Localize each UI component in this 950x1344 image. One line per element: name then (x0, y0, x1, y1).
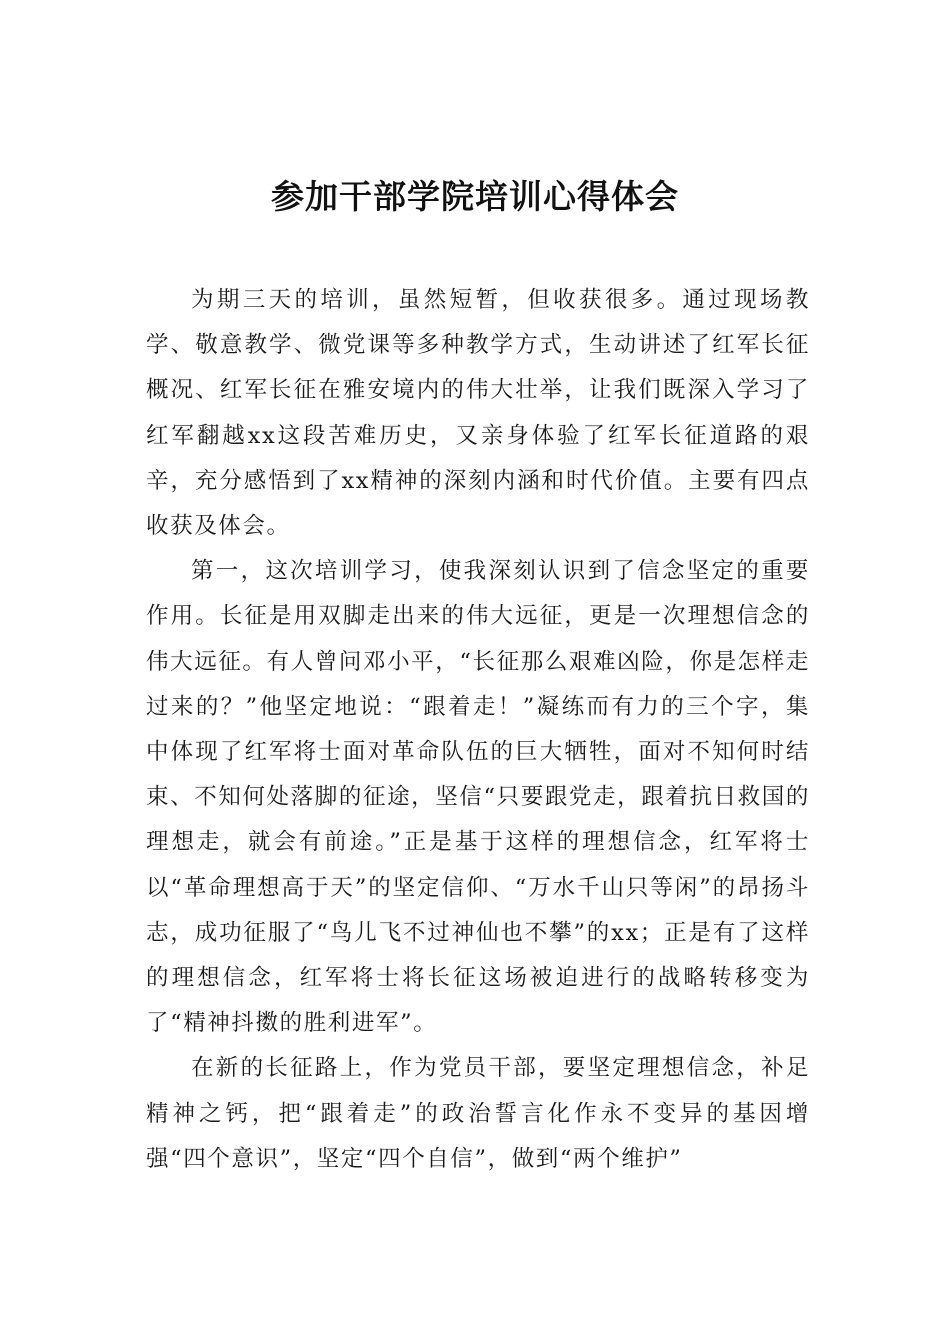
paragraph-2: 第一，这次培训学习，使我深刻认识到了信念坚定的重要作用。长征是用双脚走出来的伟大远征，更是一次理想信念的伟大远征。有人曾问邓小平，“长征那么艰难凶险，你是怎样走过来的？”他坚定地说：“跟着走！”凝练而有力的三个字，集中体现了红军将士面对革命队伍的巨大牺牲，面对不知何时结束、不知何处落脚的征途，坚信“只要跟党走，跟着抗日救国的理想走，就会有前途。”正是基于这样的理想信念，红军将士以“革命理想高于天”的坚定信仰、“万水千山只等闲”的昂扬斗志，成功征服了“鸟儿飞不过神仙也不攀”的xx；正是有了这样的理想信念，红军将士将长征这场被迫进行的战略转移变为了“精神抖擞的胜利进军”。 (146, 558, 810, 1037)
paragraph-1: 为期三天的培训，虽然短暂，但收获很多。通过现场教学、敬意教学、微党课等多种教学方式，生动讲述了红军长征概况、红军长征在雅安境内的伟大壮举，让我们既深入学习了红军翻越xx这段苦难历史，又亲身体验了红军长征道路的艰辛，充分感悟到了xx精神的深刻内涵和时代价值。主要有四点收获及体会。 (146, 287, 810, 540)
paragraph-3: 在新的长征路上，作为党员干部，要坚定理想信念，补足精神之钙，把“跟着走”的政治誓言化作永不变异的基因增强“四个意识”，坚定“四个自信”，做到“两个维护” (146, 1055, 810, 1172)
document-body (146, 278, 810, 1182)
document-title: 参加干部学院培训心得体会 (271, 177, 679, 216)
